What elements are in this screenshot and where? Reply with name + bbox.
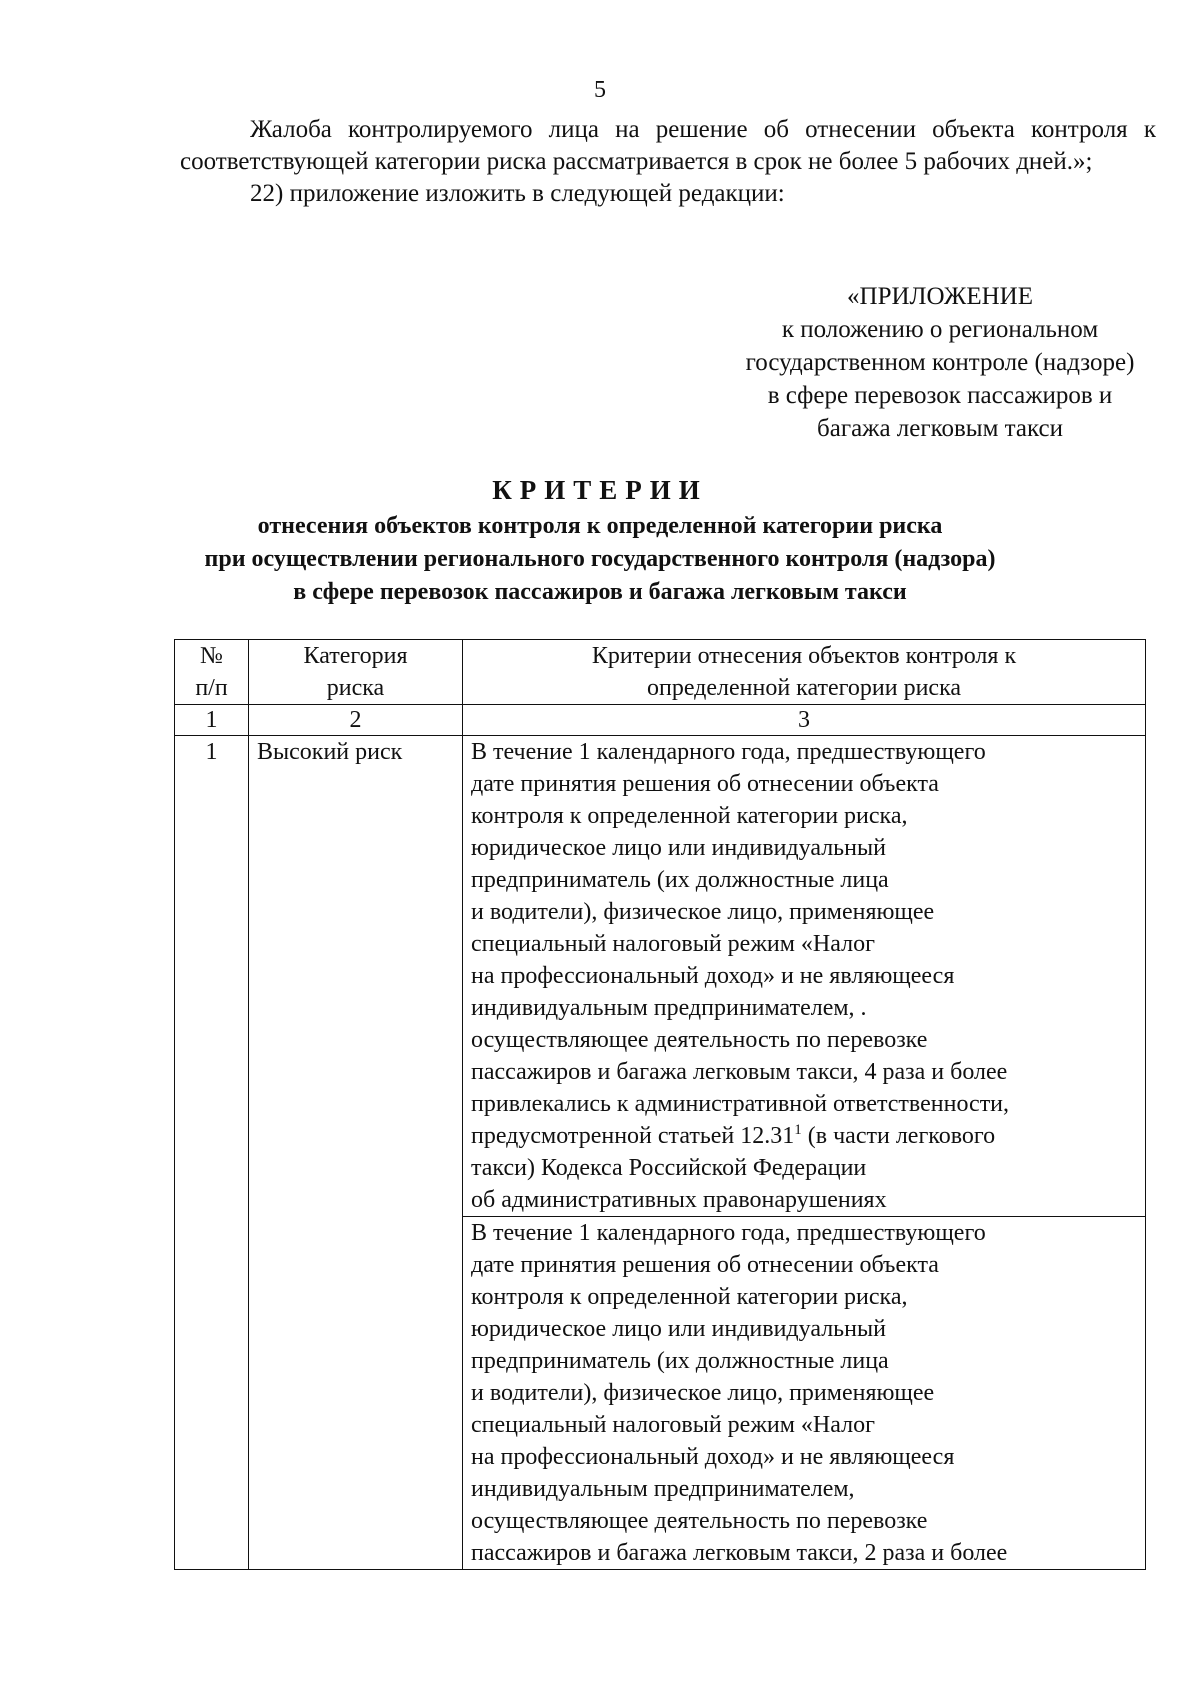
- criterion-line: специальный налоговый режим «Налог: [471, 1412, 875, 1438]
- criterion-line: индивидуальным предпринимателем,: [471, 1476, 855, 1502]
- criterion-line: привлекались к административной ответственности,: [471, 1091, 1010, 1117]
- criterion-line: на профессиональный доход» и не являющееся: [471, 963, 955, 989]
- column-number: 1: [175, 705, 249, 736]
- criterion-line: индивидуальным предпринимателем, .: [471, 995, 867, 1021]
- criterion-line: В течение 1 календарного года, предшествующего: [471, 1220, 986, 1246]
- criterion-line: контроля к определенной категории риска,: [471, 803, 908, 829]
- header-num-line: п/п: [195, 675, 228, 701]
- header-category-line: риска: [326, 675, 385, 701]
- header-criteria: [463, 640, 1146, 705]
- row-num: 1: [175, 736, 249, 1570]
- criterion-line: такси) Кодекса Российской Федерации: [471, 1155, 867, 1181]
- header-num: [175, 640, 249, 705]
- article-text-tail: (в части легкового: [801, 1123, 996, 1149]
- criterion-line: и водители), физическое лицо, применяющее: [471, 899, 935, 925]
- criterion-line: юридическое лицо или индивидуальный: [471, 835, 886, 861]
- page-number: 5: [594, 77, 606, 103]
- criterion-line: дате принятия решения об отнесении объекта: [471, 1252, 939, 1278]
- criterion-line: предприниматель (их должностные лица: [471, 867, 889, 893]
- criteria-subtitle-line: при осуществлении регионального государственного контроля (надзора): [204, 546, 996, 572]
- appendix-line: к положению о региональном: [781, 316, 1099, 343]
- header-criteria-line: определенной категории риска: [646, 675, 962, 701]
- criteria-table: [174, 639, 1146, 1570]
- appendix-header: [700, 280, 1180, 445]
- appendix-line: багажа легковым такси: [817, 415, 1063, 442]
- article-text: предусмотренной статьей 12.31: [471, 1123, 795, 1149]
- criterion-line: специальный налоговый режим «Налог: [471, 931, 875, 957]
- row-category: Высокий риск: [249, 736, 463, 1570]
- criteria-subtitle-line: отнесения объектов контроля к определенной категории риска: [257, 513, 943, 539]
- appendix-line: «ПРИЛОЖЕНИЕ: [847, 283, 1033, 310]
- criterion-line: контроля к определенной категории риска,: [471, 1284, 908, 1310]
- row-criterion-b: [463, 1217, 1146, 1570]
- row-criterion-a: [463, 736, 1146, 1217]
- criteria-subtitle: [0, 510, 1200, 609]
- column-number-row: [175, 705, 1146, 736]
- table-header-row: [175, 640, 1146, 705]
- column-number: 2: [249, 705, 463, 736]
- criterion-line: дате принятия решения об отнесении объекта: [471, 771, 939, 797]
- criterion-line: предприниматель (их должностные лица: [471, 1348, 889, 1374]
- body-text: [180, 114, 1156, 210]
- item-22-paragraph: 22) приложение изложить в следующей редакции:: [250, 180, 785, 207]
- column-number: 3: [463, 705, 1146, 736]
- criterion-line: и водители), физическое лицо, применяющее: [471, 1380, 935, 1406]
- criterion-line: пассажиров и багажа легковым такси, 4 раза и более: [471, 1059, 1008, 1085]
- criteria-subtitle-line: в сфере перевозок пассажиров и багажа легковым такси: [293, 579, 907, 605]
- criterion-line: пассажиров и багажа легковым такси, 2 раза и более: [471, 1540, 1008, 1566]
- criterion-line: юридическое лицо или индивидуальный: [471, 1316, 886, 1342]
- criterion-line: осуществляющее деятельность по перевозке: [471, 1508, 928, 1534]
- criteria-title: КРИТЕРИИ: [492, 475, 708, 505]
- criterion-line: об административных правонарушениях: [471, 1187, 887, 1213]
- header-category: [249, 640, 463, 705]
- appendix-line: в сфере перевозок пассажиров и: [767, 382, 1113, 409]
- complaint-paragraph: Жалоба контролируемого лица на решение об отнесении объекта контроля к соответствующей категории риска рассматривается в срок не более 5 рабочих дней.»;: [180, 116, 1156, 175]
- criterion-line: В течение 1 календарного года, предшествующего: [471, 739, 986, 765]
- article-superscript: 1: [794, 1122, 802, 1138]
- criterion-line-article: [471, 1120, 1137, 1152]
- criterion-line: на профессиональный доход» и не являющееся: [471, 1444, 955, 1470]
- appendix-line: государственном контроле (надзоре): [745, 349, 1135, 376]
- header-category-line: Категория: [303, 643, 408, 669]
- table-row: [175, 736, 1146, 1217]
- header-num-line: №: [200, 643, 223, 669]
- header-criteria-line: Критерии отнесения объектов контроля к: [591, 643, 1017, 669]
- criterion-line: осуществляющее деятельность по перевозке: [471, 1027, 928, 1053]
